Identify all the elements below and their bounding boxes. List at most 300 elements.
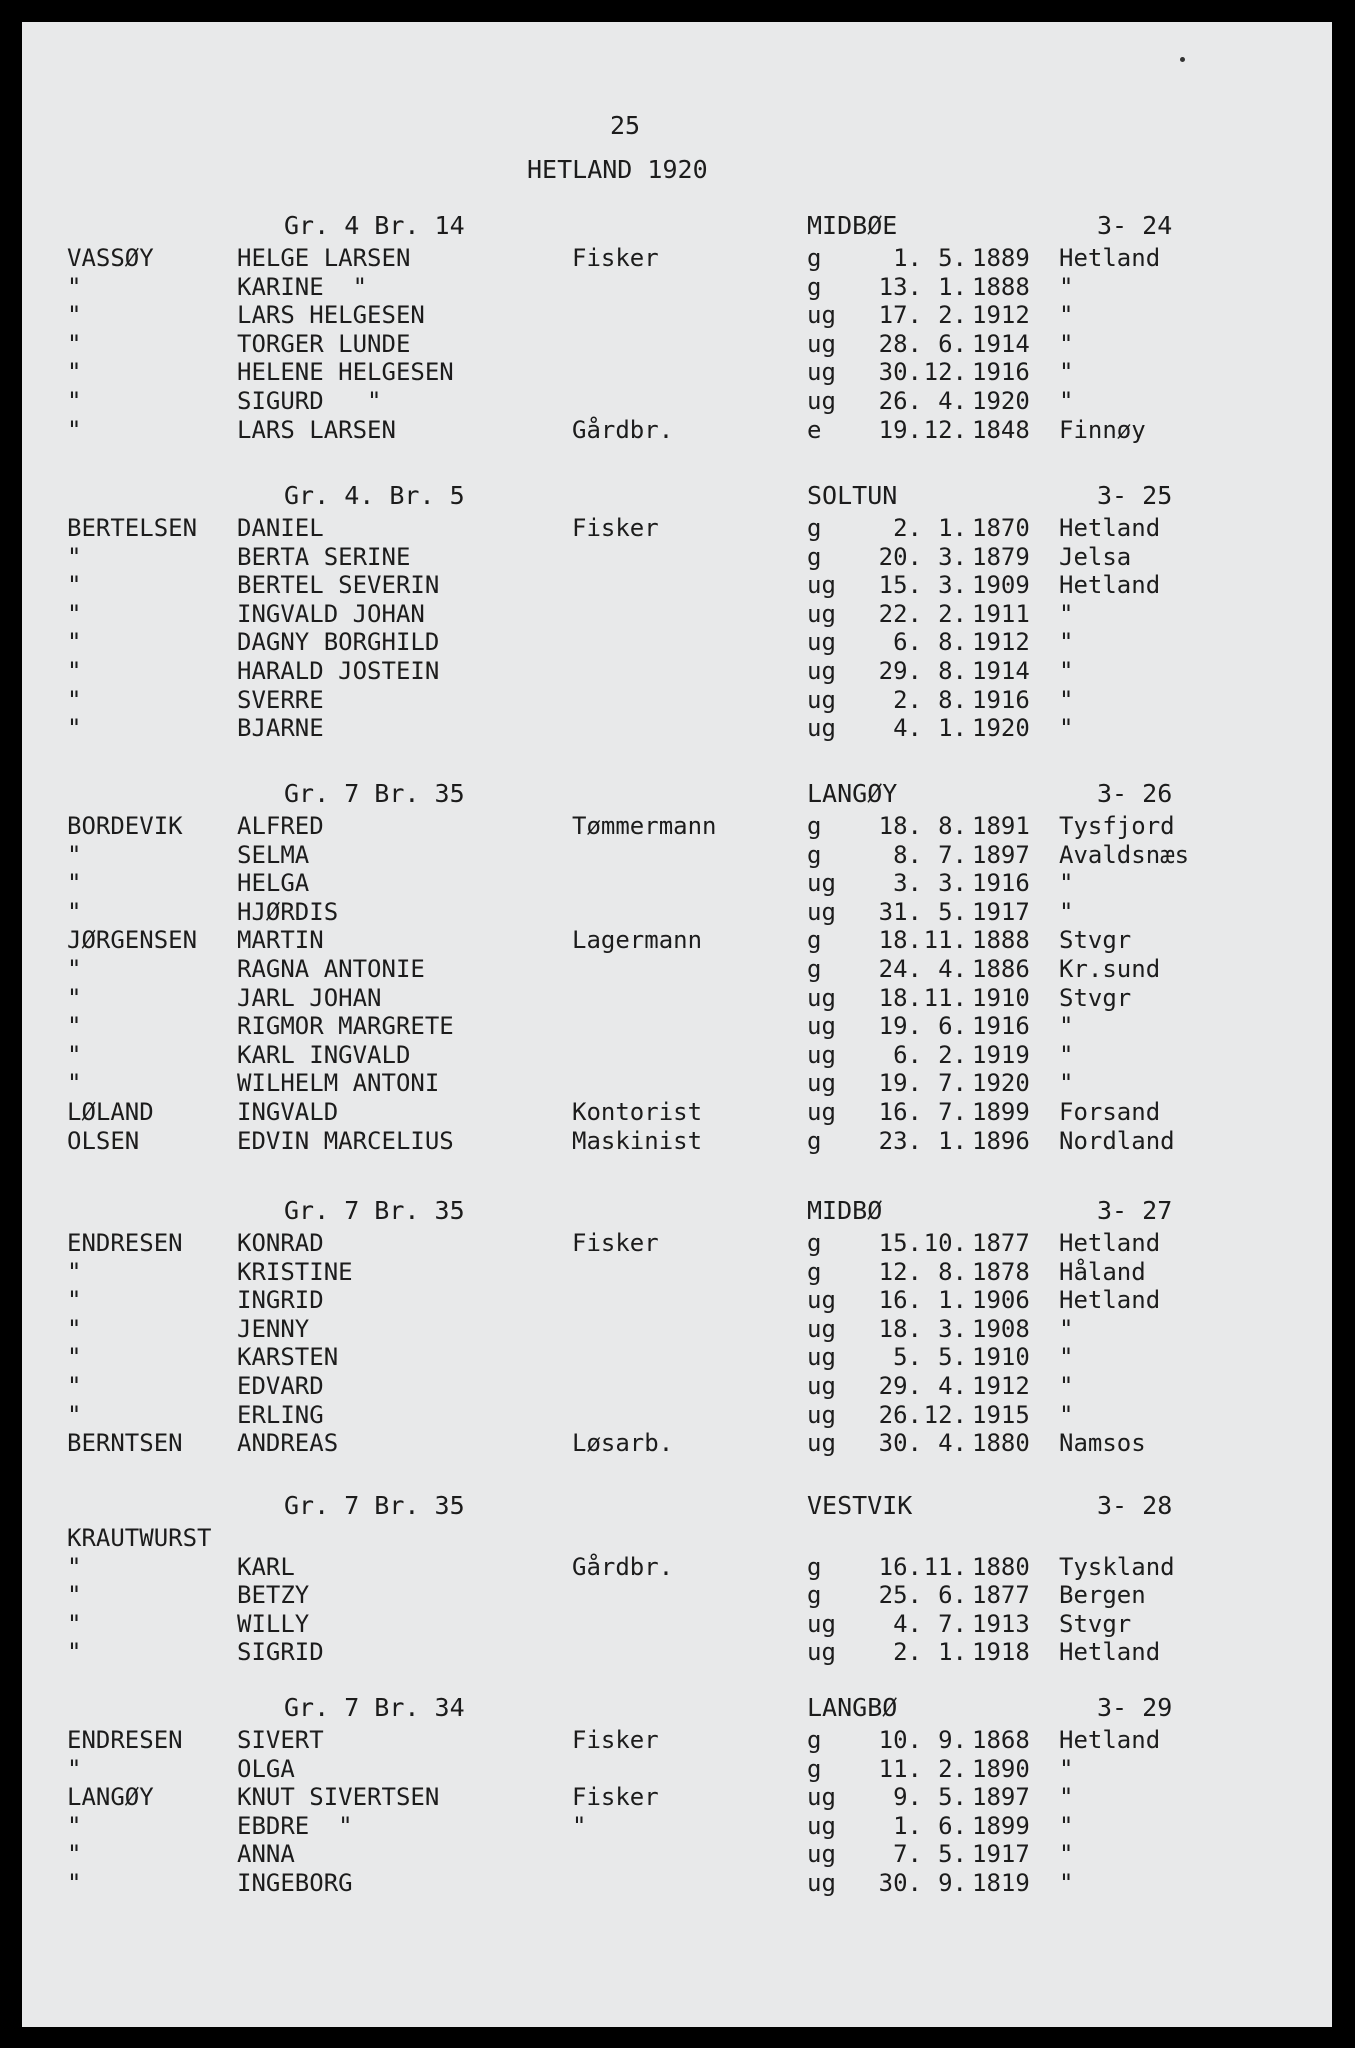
occupation-cell: Fisker xyxy=(572,1726,659,1754)
birth-month-cell: 4. xyxy=(938,1429,967,1458)
birth-year-cell: 1920 xyxy=(972,387,1030,415)
farm-name: LANGØY xyxy=(807,779,898,808)
birthplace-cell: " xyxy=(1059,1040,1074,1069)
birth-month-cell: 7. xyxy=(938,840,967,869)
surname-cell: " xyxy=(67,301,82,330)
birth-month-cell: 2. xyxy=(938,599,967,628)
given-name-cell: SIGRID xyxy=(237,1638,324,1667)
birth-day-cell: 25. xyxy=(878,1581,922,1610)
birth-year-cell: 1819 xyxy=(972,1869,1030,1897)
birthplace-cell: " xyxy=(1059,628,1074,657)
marital-status-cell: ug xyxy=(807,1314,836,1343)
birthplace-cell: Hetland xyxy=(1059,1286,1161,1315)
birth-year-cell: 1878 xyxy=(972,1257,1030,1286)
marital-status-cell: g xyxy=(807,840,822,869)
birth-year-cell: 1890 xyxy=(972,1754,1030,1783)
household-code: 3- 25 xyxy=(1097,481,1173,510)
birthplace-cell: " xyxy=(1059,1343,1074,1372)
surname-cell: " xyxy=(67,1869,82,1897)
birthplace-cell: " xyxy=(1059,272,1074,301)
birth-month-cell: 8. xyxy=(938,628,967,657)
surname-cell: " xyxy=(67,1012,82,1041)
birth-month-cell: 3. xyxy=(938,571,967,600)
birth-month-cell: 6. xyxy=(938,1581,967,1610)
given-name-cell: KARINE " xyxy=(237,272,368,301)
birth-day-cell: 29. xyxy=(878,1372,922,1400)
given-name-cell: EDVIN MARCELIUS xyxy=(237,1126,454,1155)
birth-day-cell: 16. xyxy=(878,1286,922,1315)
surname-cell: " xyxy=(67,685,82,714)
given-name-cell: EDVARD xyxy=(237,1372,324,1400)
given-name-cell: KARL INGVALD xyxy=(237,1040,411,1069)
given-name-cell: ANDREAS xyxy=(237,1429,339,1458)
birth-month-cell: 7. xyxy=(938,1069,967,1098)
occupation-cell: Fisker xyxy=(572,514,659,542)
given-name-cell: KARSTEN xyxy=(237,1343,339,1372)
birth-month-cell: 11. xyxy=(923,926,967,955)
birth-day-cell: 18. xyxy=(878,926,922,955)
occupation-cell: Gårdbr. xyxy=(572,1552,674,1581)
birth-year-cell: 1880 xyxy=(972,1552,1030,1581)
surname-cell: " xyxy=(67,869,82,898)
birth-month-cell: 7. xyxy=(938,1609,967,1638)
marital-status-cell: ug xyxy=(807,571,836,600)
birth-day-cell: 10. xyxy=(878,1726,922,1754)
given-name-cell: LARS LARSEN xyxy=(237,415,396,444)
given-name-cell: BETZY xyxy=(237,1581,310,1610)
given-name-cell: KARL xyxy=(237,1552,295,1581)
birthplace-cell: Namsos xyxy=(1059,1429,1146,1458)
given-name-cell: INGEBORG xyxy=(237,1869,353,1897)
birthplace-cell: " xyxy=(1059,685,1074,714)
marital-status-cell: ug xyxy=(807,1343,836,1372)
given-name-cell: TORGER LUNDE xyxy=(237,329,411,358)
birth-year-cell: 1920 xyxy=(972,714,1030,743)
given-name-cell: SIVERT xyxy=(237,1726,324,1754)
surname-cell: " xyxy=(67,1040,82,1069)
birth-day-cell: 6. xyxy=(893,1040,922,1069)
marital-status-cell: ug xyxy=(807,1069,836,1098)
birth-month-cell: 3. xyxy=(938,869,967,898)
marital-status-cell: ug xyxy=(807,301,836,330)
given-name-cell: BERTA SERINE xyxy=(237,542,411,571)
birth-month-cell: 1. xyxy=(938,714,967,743)
given-name-cell: HARALD JOSTEIN xyxy=(237,657,440,685)
birth-month-cell: 8. xyxy=(938,812,967,840)
occupation-cell: Maskinist xyxy=(572,1126,703,1155)
document-page xyxy=(22,22,1332,2027)
marital-status-cell: g xyxy=(807,812,822,840)
marital-status-cell: g xyxy=(807,1581,822,1610)
birthplace-cell: " xyxy=(1059,1400,1074,1429)
surname-cell: " xyxy=(67,840,82,869)
birth-year-cell: 1911 xyxy=(972,599,1030,628)
given-name-cell: KRISTINE xyxy=(237,1257,353,1286)
birthplace-cell: " xyxy=(1059,387,1074,415)
given-name-cell: ALFRED xyxy=(237,812,324,840)
marital-status-cell: ug xyxy=(807,1609,836,1638)
marital-status-cell: g xyxy=(807,1229,822,1257)
birth-month-cell: 10. xyxy=(923,1229,967,1257)
birth-day-cell: 18. xyxy=(878,983,922,1012)
household-code: 3- 26 xyxy=(1097,779,1173,808)
surname-cell: " xyxy=(67,1840,82,1869)
given-name-cell: JARL JOHAN xyxy=(237,983,382,1012)
birth-day-cell: 26. xyxy=(878,387,922,415)
birth-day-cell: 20. xyxy=(878,542,922,571)
birth-month-cell: 9. xyxy=(938,1869,967,1897)
group-label: Gr. 7 Br. 34 xyxy=(284,1693,465,1722)
surname-cell: " xyxy=(67,1811,82,1840)
birthplace-cell: Stvgr xyxy=(1059,983,1132,1012)
surname-cell: " xyxy=(67,599,82,628)
surname-cell: " xyxy=(67,1286,82,1315)
household-code: 3- 27 xyxy=(1097,1196,1173,1225)
surname-cell: " xyxy=(67,1257,82,1286)
given-name-cell: WILLY xyxy=(237,1609,310,1638)
given-name-cell: HELGA xyxy=(237,869,310,898)
birth-year-cell: 1917 xyxy=(972,1840,1030,1869)
birth-year-cell: 1918 xyxy=(972,1638,1030,1667)
birth-year-cell: 1899 xyxy=(972,1098,1030,1126)
birthplace-cell: " xyxy=(1059,1012,1074,1041)
birth-month-cell: 5. xyxy=(938,1840,967,1869)
birth-year-cell: 1912 xyxy=(972,1372,1030,1400)
birthplace-cell: Hetland xyxy=(1059,571,1161,600)
given-name-cell: SVERRE xyxy=(237,685,324,714)
birth-year-cell: 1913 xyxy=(972,1609,1030,1638)
birth-year-cell: 1880 xyxy=(972,1429,1030,1458)
marital-status-cell: g xyxy=(807,244,822,272)
surname-cell: " xyxy=(67,714,82,743)
birth-day-cell: 12. xyxy=(878,1257,922,1286)
birth-year-cell: 1909 xyxy=(972,571,1030,600)
birth-year-cell: 1848 xyxy=(972,415,1030,444)
birth-day-cell: 28. xyxy=(878,329,922,358)
given-name-cell: SELMA xyxy=(237,840,310,869)
surname-cell: " xyxy=(67,897,82,926)
birthplace-cell: " xyxy=(1059,358,1074,387)
marital-status-cell: ug xyxy=(807,1429,836,1458)
surname-cell: " xyxy=(67,657,82,685)
occupation-cell: " xyxy=(572,1811,587,1840)
given-name-cell: WILHELM ANTONI xyxy=(237,1069,440,1098)
birth-year-cell: 1917 xyxy=(972,897,1030,926)
birth-year-cell: 1897 xyxy=(972,840,1030,869)
birthplace-cell: " xyxy=(1059,1869,1074,1897)
marital-status-cell: ug xyxy=(807,1783,836,1812)
birth-day-cell: 6. xyxy=(893,628,922,657)
surname-cell: " xyxy=(67,329,82,358)
occupation-cell: Tømmermann xyxy=(572,812,717,840)
birth-year-cell: 1868 xyxy=(972,1726,1030,1754)
birthplace-cell: " xyxy=(1059,657,1074,685)
marital-status-cell: ug xyxy=(807,1869,836,1897)
surname-cell: " xyxy=(67,415,82,444)
marital-status-cell: g xyxy=(807,1754,822,1783)
birth-day-cell: 13. xyxy=(878,272,922,301)
birthplace-cell: Nordland xyxy=(1059,1126,1175,1155)
marital-status-cell: ug xyxy=(807,329,836,358)
surname-cell: " xyxy=(67,272,82,301)
birth-month-cell: 6. xyxy=(938,329,967,358)
given-name-cell: ERLING xyxy=(237,1400,324,1429)
birth-month-cell: 2. xyxy=(938,1754,967,1783)
birth-day-cell: 26. xyxy=(878,1400,922,1429)
given-name-cell: BJARNE xyxy=(237,714,324,743)
birthplace-cell: Jelsa xyxy=(1059,542,1132,571)
page-title: HETLAND 1920 xyxy=(527,155,708,184)
birth-year-cell: 1888 xyxy=(972,272,1030,301)
occupation-cell: Løsarb. xyxy=(572,1429,674,1458)
marital-status-cell: ug xyxy=(807,387,836,415)
farm-name: MIDBØ xyxy=(807,1196,883,1225)
farm-name: SOLTUN xyxy=(807,481,898,510)
birthplace-cell: Hetland xyxy=(1059,514,1161,542)
birthplace-cell: Hetland xyxy=(1059,244,1161,272)
marital-status-cell: g xyxy=(807,1126,822,1155)
given-name-cell: INGVALD xyxy=(237,1098,339,1126)
marital-status-cell: g xyxy=(807,1726,822,1754)
birthplace-cell: Stvgr xyxy=(1059,926,1132,955)
birthplace-cell: " xyxy=(1059,869,1074,898)
surname-cell: " xyxy=(67,1400,82,1429)
speck-mark xyxy=(1180,57,1185,62)
marital-status-cell: ug xyxy=(807,628,836,657)
marital-status-cell: ug xyxy=(807,714,836,743)
birthplace-cell: " xyxy=(1059,1314,1074,1343)
marital-status-cell: ug xyxy=(807,1040,836,1069)
marital-status-cell: ug xyxy=(807,1286,836,1315)
birthplace-cell: " xyxy=(1059,1372,1074,1400)
birthplace-cell: " xyxy=(1059,714,1074,743)
birth-year-cell: 1916 xyxy=(972,869,1030,898)
birth-year-cell: 1877 xyxy=(972,1229,1030,1257)
birth-day-cell: 31. xyxy=(878,897,922,926)
birth-year-cell: 1910 xyxy=(972,1343,1030,1372)
marital-status-cell: ug xyxy=(807,358,836,387)
birthplace-cell: " xyxy=(1059,301,1074,330)
surname-cell: " xyxy=(67,542,82,571)
birth-month-cell: 11. xyxy=(923,1552,967,1581)
marital-status-cell: ug xyxy=(807,1372,836,1400)
group-label: Gr. 7 Br. 35 xyxy=(284,1491,465,1520)
birth-month-cell: 2. xyxy=(938,1040,967,1069)
surname-cell: LANGØY xyxy=(67,1783,154,1812)
birth-day-cell: 18. xyxy=(878,812,922,840)
birth-month-cell: 1. xyxy=(938,1126,967,1155)
birth-month-cell: 8. xyxy=(938,657,967,685)
surname-cell: " xyxy=(67,358,82,387)
surname-cell: ENDRESEN xyxy=(67,1229,183,1257)
marital-status-cell: ug xyxy=(807,1098,836,1126)
birth-month-cell: 5. xyxy=(938,897,967,926)
group-label: Gr. 4 Br. 14 xyxy=(284,211,465,240)
birth-month-cell: 8. xyxy=(938,1257,967,1286)
birthplace-cell: " xyxy=(1059,329,1074,358)
marital-status-cell: ug xyxy=(807,685,836,714)
given-name-cell: KONRAD xyxy=(237,1229,324,1257)
birthplace-cell: Bergen xyxy=(1059,1581,1146,1610)
marital-status-cell: g xyxy=(807,542,822,571)
marital-status-cell: ug xyxy=(807,1811,836,1840)
birth-year-cell: 1906 xyxy=(972,1286,1030,1315)
birth-year-cell: 1888 xyxy=(972,926,1030,955)
birth-month-cell: 7. xyxy=(938,1098,967,1126)
birth-year-cell: 1908 xyxy=(972,1314,1030,1343)
birth-month-cell: 12. xyxy=(923,358,967,387)
occupation-cell: Lagermann xyxy=(572,926,703,955)
birth-day-cell: 2. xyxy=(893,514,922,542)
marital-status-cell: g xyxy=(807,1257,822,1286)
birth-month-cell: 3. xyxy=(938,542,967,571)
given-name-cell: DAGNY BORGHILD xyxy=(237,628,440,657)
birth-day-cell: 11. xyxy=(878,1754,922,1783)
surname-cell: " xyxy=(67,955,82,983)
birth-month-cell: 1. xyxy=(938,272,967,301)
marital-status-cell: g xyxy=(807,1552,822,1581)
birthplace-cell: Tyskland xyxy=(1059,1552,1175,1581)
birth-month-cell: 5. xyxy=(938,1343,967,1372)
given-name-cell: RAGNA ANTONIE xyxy=(237,955,425,983)
birth-month-cell: 12. xyxy=(923,415,967,444)
birth-year-cell: 1897 xyxy=(972,1783,1030,1812)
birth-year-cell: 1916 xyxy=(972,1012,1030,1041)
birth-year-cell: 1896 xyxy=(972,1126,1030,1155)
birth-month-cell: 1. xyxy=(938,1638,967,1667)
occupation-cell: Kontorist xyxy=(572,1098,703,1126)
surname-cell: " xyxy=(67,571,82,600)
occupation-cell: Fisker xyxy=(572,1783,659,1812)
marital-status-cell: ug xyxy=(807,1400,836,1429)
birth-day-cell: 1. xyxy=(893,244,922,272)
birth-year-cell: 1910 xyxy=(972,983,1030,1012)
birthplace-cell: Finnøy xyxy=(1059,415,1146,444)
household-code: 3- 29 xyxy=(1097,1693,1173,1722)
surname-cell: JØRGENSEN xyxy=(67,926,198,955)
birth-year-cell: 1886 xyxy=(972,955,1030,983)
birth-month-cell: 1. xyxy=(938,514,967,542)
birth-day-cell: 2. xyxy=(893,685,922,714)
birth-year-cell: 1912 xyxy=(972,301,1030,330)
given-name-cell: RIGMOR MARGRETE xyxy=(237,1012,454,1041)
birthplace-cell: Stvgr xyxy=(1059,1609,1132,1638)
birth-year-cell: 1877 xyxy=(972,1581,1030,1610)
birth-month-cell: 6. xyxy=(938,1811,967,1840)
marital-status-cell: ug xyxy=(807,983,836,1012)
birth-day-cell: 19. xyxy=(878,1012,922,1041)
birth-day-cell: 8. xyxy=(893,840,922,869)
given-name-cell: OLGA xyxy=(237,1754,295,1783)
birth-month-cell: 6. xyxy=(938,1012,967,1041)
birth-month-cell: 4. xyxy=(938,955,967,983)
occupation-cell: Fisker xyxy=(572,244,659,272)
marital-status-cell: ug xyxy=(807,599,836,628)
farm-name: MIDBØE xyxy=(807,211,898,240)
birth-day-cell: 30. xyxy=(878,1869,922,1897)
household-code: 3- 28 xyxy=(1097,1491,1173,1520)
given-name-cell: INGVALD JOHAN xyxy=(237,599,425,628)
birth-year-cell: 1920 xyxy=(972,1069,1030,1098)
given-name-cell: HJØRDIS xyxy=(237,897,339,926)
birth-day-cell: 16. xyxy=(878,1552,922,1581)
household-code: 3- 24 xyxy=(1097,211,1173,240)
surname-cell: " xyxy=(67,1638,82,1667)
surname-cell: BERNTSEN xyxy=(67,1429,183,1458)
group-label: Gr. 7 Br. 35 xyxy=(284,779,465,808)
birth-day-cell: 22. xyxy=(878,599,922,628)
surname-cell: LØLAND xyxy=(67,1098,154,1126)
birth-year-cell: 1870 xyxy=(972,514,1030,542)
surname-cell: " xyxy=(67,1372,82,1400)
surname-cell: " xyxy=(67,1069,82,1098)
birth-day-cell: 19. xyxy=(878,1069,922,1098)
birth-day-cell: 15. xyxy=(878,571,922,600)
marital-status-cell: ug xyxy=(807,657,836,685)
birth-day-cell: 3. xyxy=(893,869,922,898)
surname-cell: " xyxy=(67,1314,82,1343)
birth-year-cell: 1879 xyxy=(972,542,1030,571)
birth-day-cell: 1. xyxy=(893,1811,922,1840)
birth-year-cell: 1915 xyxy=(972,1400,1030,1429)
birth-day-cell: 30. xyxy=(878,1429,922,1458)
marital-status-cell: g xyxy=(807,514,822,542)
birthplace-cell: " xyxy=(1059,1754,1074,1783)
occupation-cell: Fisker xyxy=(572,1229,659,1257)
marital-status-cell: ug xyxy=(807,1638,836,1667)
birth-month-cell: 4. xyxy=(938,387,967,415)
given-name-cell: HELGE LARSEN xyxy=(237,244,411,272)
birth-day-cell: 4. xyxy=(893,714,922,743)
given-name-cell: BERTEL SEVERIN xyxy=(237,571,440,600)
given-name-cell: INGRID xyxy=(237,1286,324,1315)
given-name-cell: HELENE HELGESEN xyxy=(237,358,454,387)
birth-month-cell: 9. xyxy=(938,1726,967,1754)
birth-year-cell: 1912 xyxy=(972,628,1030,657)
birth-day-cell: 24. xyxy=(878,955,922,983)
birth-month-cell: 1. xyxy=(938,1286,967,1315)
given-name-cell: EBDRE " xyxy=(237,1811,353,1840)
birth-year-cell: 1914 xyxy=(972,329,1030,358)
birth-day-cell: 18. xyxy=(878,1314,922,1343)
birth-day-cell: 15. xyxy=(878,1229,922,1257)
group-label: Gr. 7 Br. 35 xyxy=(284,1196,465,1225)
farm-name: LANGBØ xyxy=(807,1693,898,1722)
marital-status-cell: ug xyxy=(807,1840,836,1869)
given-name-cell: SIGURD " xyxy=(237,387,382,415)
birth-day-cell: 5. xyxy=(893,1343,922,1372)
birth-day-cell: 7. xyxy=(893,1840,922,1869)
surname-cell: KRAUTWURST xyxy=(67,1524,212,1552)
group-label: Gr. 4. Br. 5 xyxy=(284,481,465,510)
birthplace-cell: " xyxy=(1059,1783,1074,1812)
surname-cell: " xyxy=(67,1581,82,1610)
marital-status-cell: ug xyxy=(807,1012,836,1041)
birth-year-cell: 1891 xyxy=(972,812,1030,840)
birth-year-cell: 1916 xyxy=(972,358,1030,387)
given-name-cell: ANNA xyxy=(237,1840,295,1869)
birthplace-cell: " xyxy=(1059,599,1074,628)
birthplace-cell: Kr.sund xyxy=(1059,955,1161,983)
birthplace-cell: " xyxy=(1059,897,1074,926)
birthplace-cell: " xyxy=(1059,1811,1074,1840)
birthplace-cell: Tysfjord xyxy=(1059,812,1175,840)
given-name-cell: KNUT SIVERTSEN xyxy=(237,1783,440,1812)
birth-day-cell: 19. xyxy=(878,415,922,444)
surname-cell: " xyxy=(67,983,82,1012)
birth-day-cell: 16. xyxy=(878,1098,922,1126)
birth-month-cell: 12. xyxy=(923,1400,967,1429)
